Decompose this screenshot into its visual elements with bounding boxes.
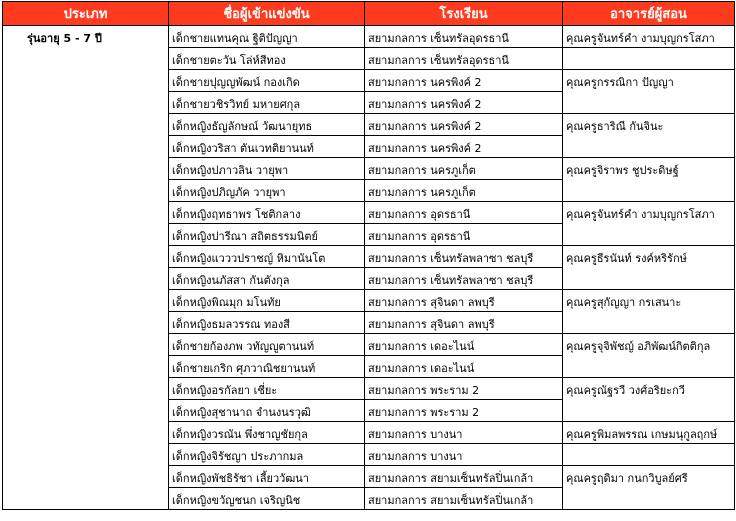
teacher-name: คุณครูพิมลพรรณ เกษมนุกูลฤกษ์ bbox=[563, 422, 735, 444]
school-name: สยามกลการ เซ็นทรัลพลาซา ชลบุรี bbox=[365, 246, 563, 268]
competitor-name: เด็กชายเกริก ศุภวาณิชยานนท์ bbox=[169, 356, 365, 378]
header-teacher: อาจารย์ผู้สอน bbox=[563, 2, 735, 26]
competitor-name: เด็กหญิงอรกัลยา เชี่ยะ bbox=[169, 378, 365, 400]
table-row bbox=[3, 26, 735, 48]
school-name: สยามกลการ อุดรธานี bbox=[365, 202, 563, 224]
competitor-name: เด็กชายแทนคุณ ฐิติปัญญา bbox=[169, 26, 365, 48]
teacher-name: คุณครูจิราพร ชูประดิษฐ์ bbox=[563, 158, 735, 202]
school-name: สยามกลการ พระราม 2 bbox=[365, 378, 563, 400]
teacher-name: คุณครูจุจิพัชญ์ อภิพัฒน์กิตติกุล bbox=[563, 334, 735, 378]
header-category: ประเภท bbox=[3, 2, 169, 26]
header-row bbox=[3, 2, 735, 26]
competitor-name: เด็กหญิงปภิญภัค วายุพา bbox=[169, 180, 365, 202]
teacher-empty-cell bbox=[563, 444, 735, 466]
competitor-name: เด็กหญิงสุชานาถ จำนงนรวุฒิ bbox=[169, 400, 365, 422]
competitor-name: เด็กหญิงขวัญชนก เจริญนิช bbox=[169, 488, 365, 510]
teacher-name: คุณครูกรรณิกา ปัญญา bbox=[563, 70, 735, 114]
school-name: สยามกลการ สุจินดา ลพบุรี bbox=[365, 290, 563, 312]
teacher-name: คุณครูธีรนันท์ รงค์หริรักษ์ bbox=[563, 246, 735, 290]
school-name: สยามกลการ นครภูเก็ต bbox=[365, 180, 563, 202]
teacher-name: คุณครูสุกัญญา กรเสนาะ bbox=[563, 290, 735, 334]
competitor-name: เด็กหญิงฤทธาพร โชติกลาง bbox=[169, 202, 365, 224]
competitor-name: เด็กหญิงวริสา ตันเวทติยานนท์ bbox=[169, 136, 365, 158]
competitor-name: เด็กหญิงธมลวรรณ ทองสี bbox=[169, 312, 365, 334]
competitor-name: เด็กหญิงนภัสสา กันตังกุล bbox=[169, 268, 365, 290]
school-name: สยามกลการ นครพิงค์ 2 bbox=[365, 92, 563, 114]
school-name: สยามกลการ เดอะไนน์ bbox=[365, 356, 563, 378]
teacher-name: คุณครูจันทร์คำ งามบุญกรโสภา bbox=[563, 26, 735, 48]
teacher-name: คุณครูณัฐรวี วงศ์อริยะกวี bbox=[563, 378, 735, 422]
school-name: สยามกลการ นครพิงค์ 2 bbox=[365, 114, 563, 136]
school-name: สยามกลการ เซ็นทรัลอุดรธานี bbox=[365, 48, 563, 70]
school-name: สยามกลการ เซ็นทรัลอุดรธานี bbox=[365, 26, 563, 48]
competitor-name: เด็กหญิงพิณมุก มโนทัย bbox=[169, 290, 365, 312]
competitor-name: เด็กชายวชิรวิทย์ มหายศกุล bbox=[169, 92, 365, 114]
competitor-name: เด็กชายก้องภพ วทัญญูตานนท์ bbox=[169, 334, 365, 356]
category-cell: รุ่นอายุ 5 - 7 ปี bbox=[3, 26, 169, 510]
teacher-name: คุณครูจันทร์คำ งามบุญกรโสภา bbox=[563, 202, 735, 246]
competitor-name: เด็กหญิงวรณัน พึ่งชาญชัยกุล bbox=[169, 422, 365, 444]
school-name: สยามกลการ นครพิงค์ 2 bbox=[365, 136, 563, 158]
competitor-table bbox=[2, 1, 735, 510]
school-name: สยามกลการ สยามเซ็นทรัลปิ่นเกล้า bbox=[365, 466, 563, 488]
competitor-name: เด็กหญิงธัญลักษณ์ วัฒนายุทธ bbox=[169, 114, 365, 136]
competitor-name: เด็กหญิงปภาวลิน วายุพา bbox=[169, 158, 365, 180]
competitor-name: เด็กหญิงปารีณา สถิตธรรมนิตย์ bbox=[169, 224, 365, 246]
competitor-name: เด็กชายตะวัน โล่ห์สีทอง bbox=[169, 48, 365, 70]
header-competitor-name: ชื่อผู้เข้าแข่งขัน bbox=[169, 2, 365, 26]
school-name: สยามกลการ สุจินดา ลพบุรี bbox=[365, 312, 563, 334]
teacher-name: คุณครูฤดิมา กนกวิบูลย์ศรี bbox=[563, 466, 735, 510]
school-name: สยามกลการ นครพิงค์ 2 bbox=[365, 70, 563, 92]
school-name: สยามกลการ สยามเซ็นทรัลปิ่นเกล้า bbox=[365, 488, 563, 510]
competitor-name: เด็กชายปุญญพัฒน์ กองเกิด bbox=[169, 70, 365, 92]
school-name: สยามกลการ บางนา bbox=[365, 444, 563, 466]
competitor-name: เด็กหญิงพัชธิรัชา เลี้ยววัฒนา bbox=[169, 466, 365, 488]
header-school: โรงเรียน bbox=[365, 2, 563, 26]
school-name: สยามกลการ บางนา bbox=[365, 422, 563, 444]
teacher-name: คุณครูธาริณี กันจินะ bbox=[563, 114, 735, 158]
school-name: สยามกลการ เดอะไนน์ bbox=[365, 334, 563, 356]
competitor-name: เด็กหญิงจิรัชญา ประภากมล bbox=[169, 444, 365, 466]
school-name: สยามกลการ พระราม 2 bbox=[365, 400, 563, 422]
school-name: สยามกลการ อุดรธานี bbox=[365, 224, 563, 246]
competitor-name: เด็กหญิงแวววปราชญ์ หิมานันโต bbox=[169, 246, 365, 268]
teacher-empty-cell bbox=[563, 48, 735, 70]
school-name: สยามกลการ เซ็นทรัลพลาซา ชลบุรี bbox=[365, 268, 563, 290]
school-name: สยามกลการ นครภูเก็ต bbox=[365, 158, 563, 180]
